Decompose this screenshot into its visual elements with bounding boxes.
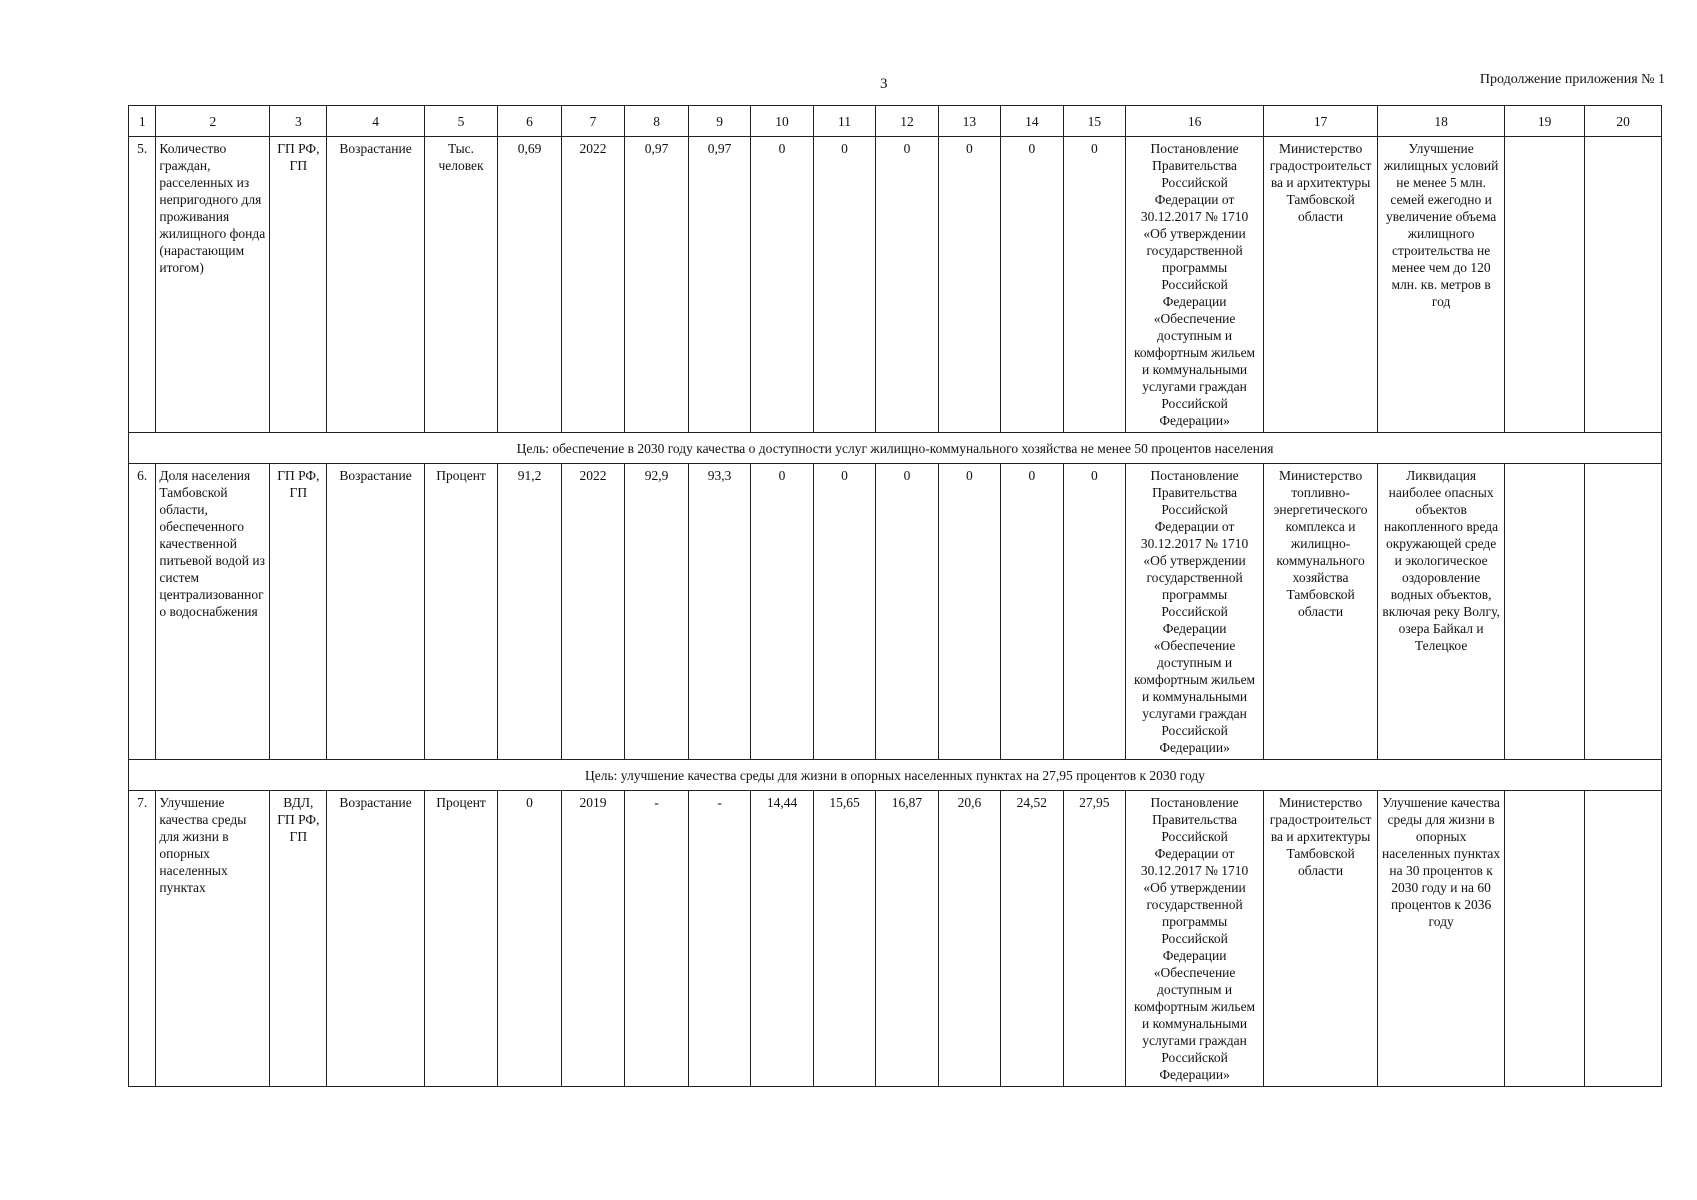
value-cell: 24,52 (1001, 791, 1063, 1087)
national-target: Улучшение качества среды для жизни в опорных населенных пунктах на 30 процентов к 2030 году и на 60 процентов к 2036 году (1378, 791, 1505, 1087)
empty-cell (1585, 791, 1662, 1087)
header-cell: 13 (938, 106, 1000, 137)
indicator-trend: Возрастание (327, 137, 425, 433)
header-cell: 1 (129, 106, 156, 137)
empty-cell (1505, 464, 1585, 760)
value-cell: 16,87 (876, 791, 938, 1087)
header-cell: 6 (498, 106, 562, 137)
value-cell: 0 (938, 137, 1000, 433)
indicator-source: ВДЛ, ГП РФ, ГП (270, 791, 327, 1087)
row-number: 7. (129, 791, 156, 1087)
base-year: 2022 (561, 464, 625, 760)
value-cell: 0 (751, 464, 813, 760)
value-cell: 0,97 (688, 137, 750, 433)
indicator-trend: Возрастание (327, 791, 425, 1087)
header-cell: 17 (1264, 106, 1378, 137)
header-cell: 10 (751, 106, 813, 137)
header-cell: 9 (688, 106, 750, 137)
goal-row (129, 433, 1662, 464)
value-cell: 0 (813, 137, 875, 433)
header-cell: 14 (1001, 106, 1063, 137)
table-row (129, 791, 1662, 1087)
empty-cell (1585, 137, 1662, 433)
header-cell: 2 (156, 106, 270, 137)
value-cell: 92,9 (625, 464, 689, 760)
appendix-continuation-note: Продолжение приложения № 1 (1479, 72, 1665, 87)
goal-text: Цель: обеспечение в 2030 году качества о доступности услуг жилищно-коммунального хозяйства не менее 50 процентов населения (129, 433, 1662, 464)
table-row (129, 464, 1662, 760)
indicator-trend: Возрастание (327, 464, 425, 760)
header-cell: 19 (1505, 106, 1585, 137)
value-cell: 0,97 (625, 137, 689, 433)
value-cell: 0 (1001, 137, 1063, 433)
national-target: Улучшение жилищных условий не менее 5 млн. семей ежегодно и увеличение объема жилищного строительства не менее чем до 120 млн. кв. метров в год (1378, 137, 1505, 433)
indicator-source: ГП РФ, ГП (270, 464, 327, 760)
header-cell: 3 (270, 106, 327, 137)
indicator-source: ГП РФ, ГП (270, 137, 327, 433)
value-cell: 0 (876, 137, 938, 433)
indicator-name: Количество граждан, расселенных из непригодного для проживания жилищного фонда (нарастающим итогом) (156, 137, 270, 433)
legal-document: Постановление Правительства Российской Федерации от 30.12.2017 № 1710 «Об утверждении государственной программы Российской Федерации «Обеспечение доступным и комфортным жильем и коммунальными услугами граждан Российской Федерации» (1126, 791, 1264, 1087)
empty-cell (1585, 464, 1662, 760)
goal-row (129, 760, 1662, 791)
value-cell: 0 (751, 137, 813, 433)
header-cell: 4 (327, 106, 425, 137)
header-cell: 20 (1585, 106, 1662, 137)
base-year: 2019 (561, 791, 625, 1087)
value-cell: 20,6 (938, 791, 1000, 1087)
header-cell: 11 (813, 106, 875, 137)
responsible-body: Министерство топливно-энергетического комплекса и жилищно-коммунального хозяйства Тамбовской области (1264, 464, 1378, 760)
table-row (129, 137, 1662, 433)
value-cell: - (625, 791, 689, 1087)
row-number: 6. (129, 464, 156, 760)
base-year: 2022 (561, 137, 625, 433)
header-cell: 16 (1126, 106, 1264, 137)
value-cell: 0 (813, 464, 875, 760)
row-number: 5. (129, 137, 156, 433)
header-cell: 5 (424, 106, 497, 137)
legal-document: Постановление Правительства Российской Федерации от 30.12.2017 № 1710 «Об утверждении государственной программы Российской Федерации «Обеспечение доступным и комфортным жильем и коммунальными услугами граждан Российской Федерации» (1126, 137, 1264, 433)
value-cell: - (688, 791, 750, 1087)
page-number: 3 (880, 76, 888, 92)
value-cell: 0 (938, 464, 1000, 760)
header-cell: 15 (1063, 106, 1125, 137)
value-cell: 14,44 (751, 791, 813, 1087)
header-cell: 8 (625, 106, 689, 137)
value-cell: 93,3 (688, 464, 750, 760)
value-cell: 0 (1063, 464, 1125, 760)
column-number-row (129, 106, 1662, 137)
goal-text: Цель: улучшение качества среды для жизни в опорных населенных пунктах на 27,95 процентов к 2030 году (129, 760, 1662, 791)
indicator-name: Доля населения Тамбовской области, обеспеченного качественной питьевой водой из систем централизованного водоснабжения (156, 464, 270, 760)
base-value: 0 (498, 791, 562, 1087)
base-value: 91,2 (498, 464, 562, 760)
indicators-table (128, 105, 1662, 1087)
base-value: 0,69 (498, 137, 562, 433)
header-cell: 12 (876, 106, 938, 137)
header-cell: 7 (561, 106, 625, 137)
value-cell: 0 (1063, 137, 1125, 433)
value-cell: 0 (876, 464, 938, 760)
responsible-body: Министерство градостроительства и архитектуры Тамбовской области (1264, 137, 1378, 433)
indicator-unit: Процент (424, 791, 497, 1087)
value-cell: 27,95 (1063, 791, 1125, 1087)
empty-cell (1505, 137, 1585, 433)
value-cell: 15,65 (813, 791, 875, 1087)
header-cell: 18 (1378, 106, 1505, 137)
indicator-unit: Процент (424, 464, 497, 760)
national-target: Ликвидация наиболее опасных объектов накопленного вреда окружающей среде и экологическое оздоровление водных объектов, включая реку Волгу, озера Байкал и Телецкое (1378, 464, 1505, 760)
empty-cell (1505, 791, 1585, 1087)
legal-document: Постановление Правительства Российской Федерации от 30.12.2017 № 1710 «Об утверждении государственной программы Российской Федерации «Обеспечение доступным и комфортным жильем и коммунальными услугами граждан Российской Федерации» (1126, 464, 1264, 760)
responsible-body: Министерство градостроительства и архитектуры Тамбовской области (1264, 791, 1378, 1087)
indicator-unit: Тыс. человек (424, 137, 497, 433)
value-cell: 0 (1001, 464, 1063, 760)
indicator-name: Улучшение качества среды для жизни в опорных населенных пунктах (156, 791, 270, 1087)
